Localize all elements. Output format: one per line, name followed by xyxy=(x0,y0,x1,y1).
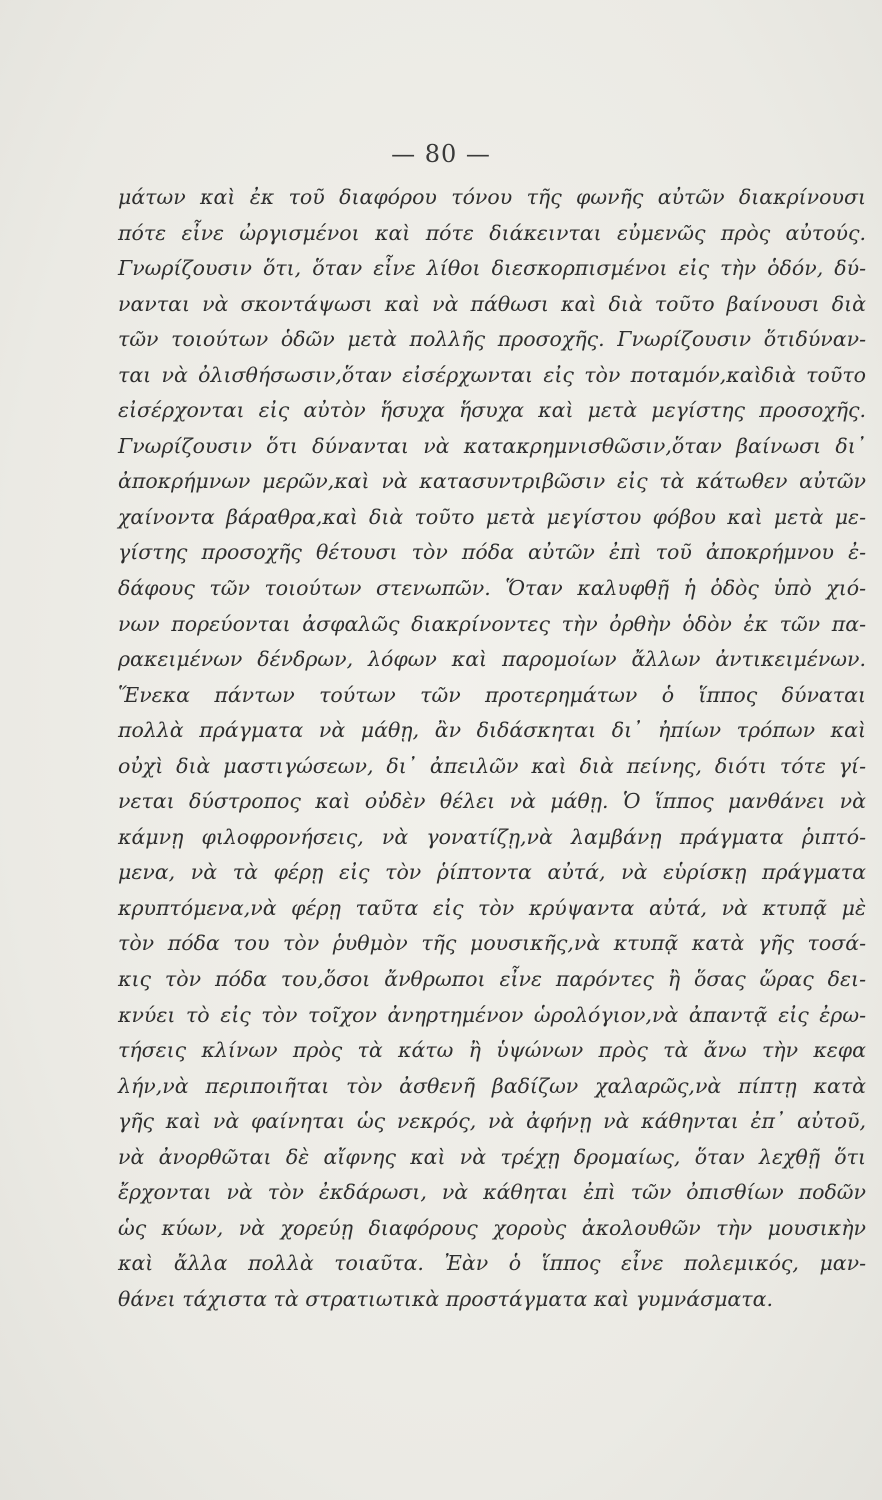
text-line: ὡς κύων, νὰ χορεύῃ διαφόρους χοροὺς ἀκολουθῶν τὴν μουσικὴν xyxy=(118,1215,866,1240)
page-number: — 80 — xyxy=(391,140,491,168)
text-line: καὶ ἄλλα πολλὰ τοιαῦτα. Ἐὰν ὁ ἵππος εἶνε πολεμικός, μαν- xyxy=(118,1251,866,1276)
text-line: νεται δύστροπος καὶ οὐδὲν θέλει νὰ μάθῃ. Ὁ ἵππος μανθάνει νὰ xyxy=(118,789,866,814)
text-line: εἰσέρχονται εἰς αὐτὸν ἥσυχα ἥσυχα καὶ μετὰ μεγίστης προσοχῆς. xyxy=(118,398,866,423)
text-line: κρυπτόμενα,νὰ φέρῃ ταῦτα εἰς τὸν κρύψαντα αὐτά, νὰ κτυπᾷ μὲ xyxy=(118,895,866,920)
text-line: ἔρχονται νὰ τὸν ἐκδάρωσι, νὰ κάθηται ἐπὶ τῶν ὀπισθίων ποδῶν xyxy=(118,1180,866,1205)
text-line: δάφους τῶν τοιούτων στενωπῶν. Ὅταν καλυφθῇ ἡ ὁδὸς ὑπὸ χιό- xyxy=(118,576,866,601)
text-line: τῶν τοιούτων ὁδῶν μετὰ πολλῆς προσοχῆς. Γνωρίζουσιν ὅτιδύναν- xyxy=(118,327,866,352)
text-line: πολλὰ πράγματα νὰ μάθῃ, ἂν διδάσκηται δι᾽ ἠπίων τρόπων καὶ xyxy=(118,718,866,743)
text-line: ρακειμένων δένδρων, λόφων καὶ παρομοίων ἄλλων ἀντικειμένων. xyxy=(118,647,866,672)
text-line: ἀποκρήμνων μερῶν,καὶ νὰ κατασυντριβῶσιν εἰς τὰ κάτωθεν αὐτῶν xyxy=(118,469,866,494)
text-line: ται νὰ ὀλισθήσωσιν,ὅταν εἰσέρχωνται εἰς τὸν ποταμόν,καὶδιὰ τοῦτο xyxy=(118,362,866,387)
text-line: μενα, νὰ τὰ φέρῃ εἰς τὸν ῥίπτοντα αὐτά, νὰ εὑρίσκῃ πράγματα xyxy=(118,860,866,885)
text-line: νὰ ἀνορθῶται δὲ αἴφνης καὶ νὰ τρέχῃ δρομαίως, ὅταν λεχθῇ ὅτι xyxy=(118,1144,866,1169)
text-line: νων πορεύονται ἀσφαλῶς διακρίνοντες τὴν ὀρθὴν ὁδὸν ἐκ τῶν πα- xyxy=(118,611,866,636)
text-line: κις τὸν πόδα του,ὅσοι ἄνθρωποι εἶνε παρόντες ἢ ὅσας ὥρας δει- xyxy=(118,967,866,992)
text-line: τήσεις κλίνων πρὸς τὰ κάτω ἢ ὑψώνων πρὸς τὰ ἄνω τὴν κεφα xyxy=(118,1038,866,1063)
text-line: χαίνοντα βάραθρα,καὶ διὰ τοῦτο μετὰ μεγίστου φόβου καὶ μετὰ με- xyxy=(118,504,866,529)
text-line: πότε εἶνε ὠργισμένοι καὶ πότε διάκεινται εὐμενῶς πρὸς αὐτούς. xyxy=(118,220,866,245)
text-line: Γνωρίζουσιν ὅτι, ὅταν εἶνε λίθοι διεσκορπισμένοι εἰς τὴν ὁδόν, δύ- xyxy=(118,256,866,281)
text-line: οὐχὶ διὰ μαστιγώσεων, δι᾽ ἀπειλῶν καὶ διὰ πείνης, διότι τότε γί- xyxy=(118,753,866,778)
text-line: Ἕνεκα πάντων τούτων τῶν προτερημάτων ὁ ἵππος δύναται xyxy=(118,682,866,707)
text-line: κάμνῃ φιλοφρονήσεις, νὰ γονατίζῃ,νὰ λαμβάνῃ πράγματα ῥιπτό- xyxy=(118,824,866,849)
text-line: Γνωρίζουσιν ὅτι δύνανται νὰ κατακρημνισθῶσιν,ὅταν βαίνωσι δι᾽ xyxy=(118,433,866,458)
text-line: νανται νὰ σκοντάψωσι καὶ νὰ πάθωσι καὶ διὰ τοῦτο βαίνουσι διὰ xyxy=(118,291,866,316)
text-line: θάνει τάχιστα τὰ στρατιωτικὰ προστάγματα καὶ γυμνάσματα. xyxy=(118,1286,773,1311)
text-line: τὸν πόδα του τὸν ῥυθμὸν τῆς μουσικῆς,νὰ κτυπᾷ κατὰ γῆς τοσά- xyxy=(118,931,866,956)
text-line: μάτων καὶ ἐκ τοῦ διαφόρου τόνου τῆς φωνῆς αὐτῶν διακρίνουσι xyxy=(118,185,866,209)
text-line: κνύει τὸ εἰς τὸν τοῖχον ἀνηρτημένον ὡρολόγιον,νὰ ἀπαντᾷ εἰς ἐρω- xyxy=(118,1002,866,1027)
text-line: λήν,νὰ περιποιῆται τὸν ἀσθενῆ βαδίζων χαλαρῶς,νὰ πίπτῃ κατὰ xyxy=(118,1073,866,1098)
text-line: γίστης προσοχῆς θέτουσι τὸν πόδα αὐτῶν ἐπὶ τοῦ ἀποκρήμνου ἐ- xyxy=(118,540,866,565)
text-line: γῆς καὶ νὰ φαίνηται ὡς νεκρός, νὰ ἀφήνῃ νὰ κάθηνται ἐπ᾽ αὐτοῦ, xyxy=(118,1109,866,1134)
body-text xyxy=(118,180,866,1318)
